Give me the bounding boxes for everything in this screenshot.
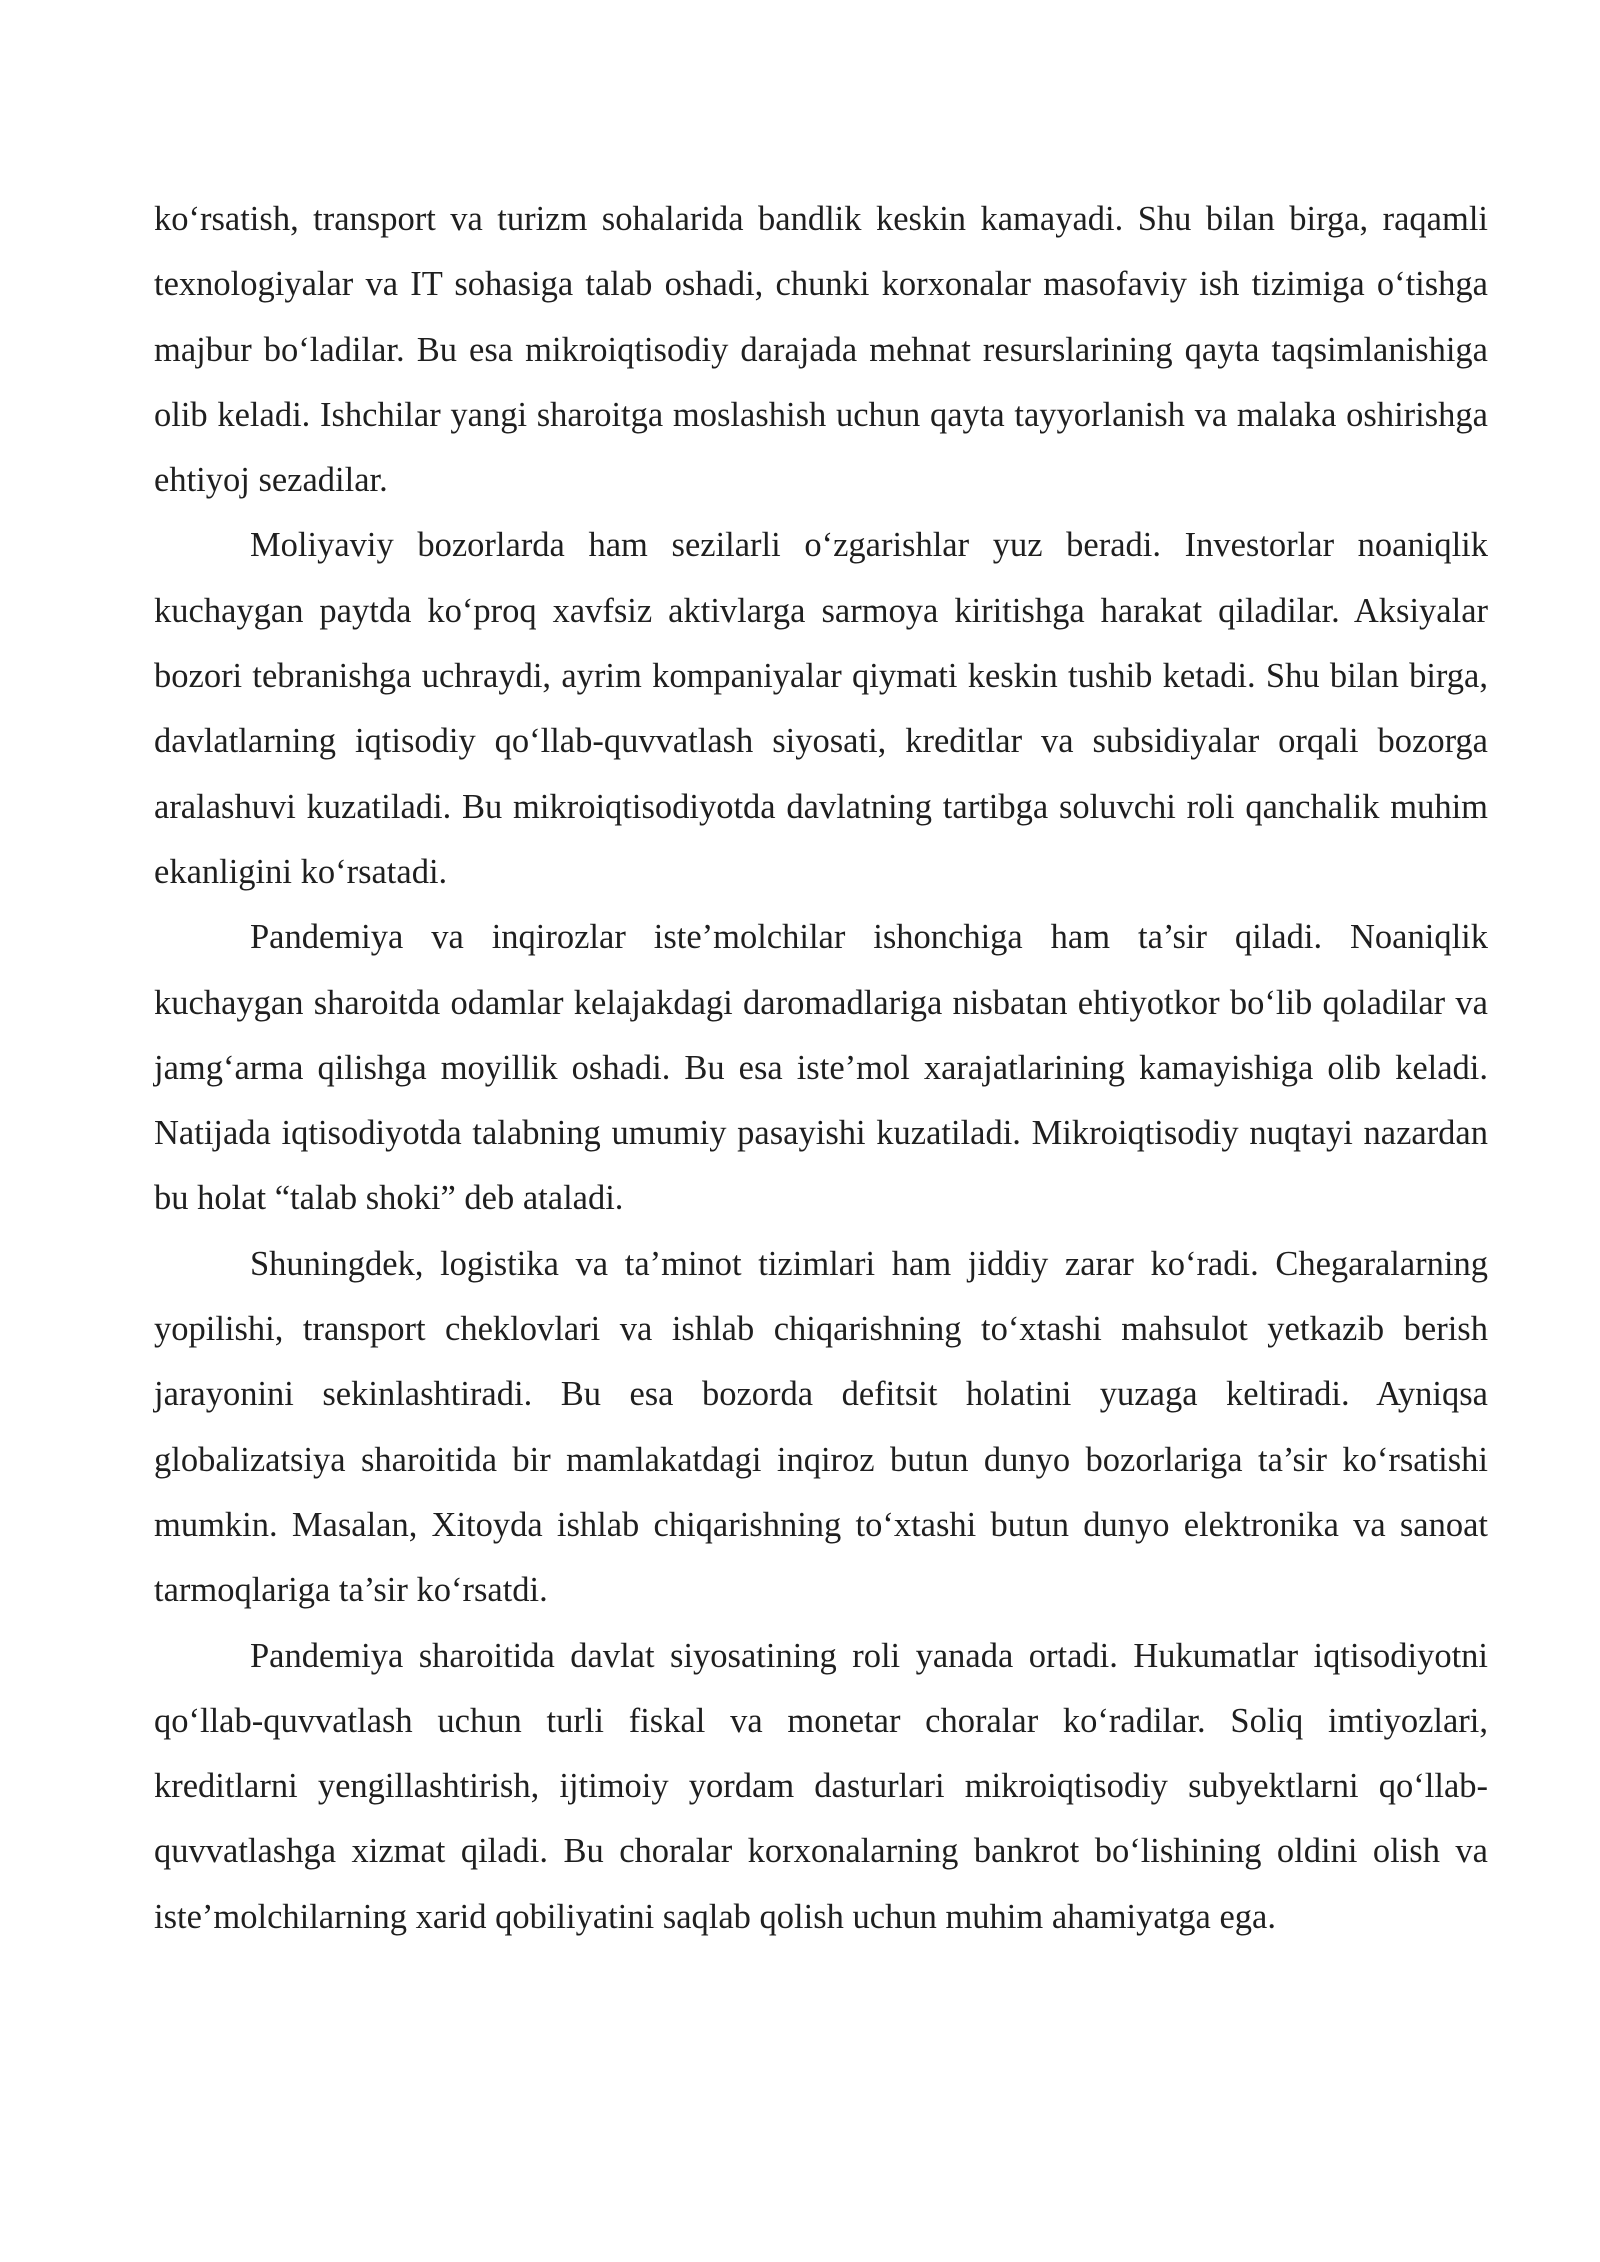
paragraph-4: Shuningdek, logistika va ta’minot tizimlari ham jiddiy zarar ko‘radi. Chegaralarning yopilishi, transport cheklovlari va ishlab chiqarishning to‘xtashi mahsulot yetkazib berish jarayonini sekinlashtiradi. Bu esa bozorda defitsit holatini yuzaga keltiradi. Ayniqsa globalizatsiya sharoitida bir mamlakatdagi inqiroz butun dunyo bozorlariga ta’sir ko‘rsatishi mumkin. Masalan, Xitoyda ishlab chiqarishning to‘xtashi butun dunyo elektronika va sanoat tarmoqlariga ta’sir ko‘rsatdi. xyxy=(154,1244,1488,1610)
paragraph-2: Moliyaviy bozorlarda ham sezilarli o‘zgarishlar yuz beradi. Investorlar noaniqlik kuchaygan paytda ko‘proq xavfsiz aktivlarga sarmoya kiritishga harakat qiladilar. Aksiyalar bozori tebranishga uchraydi, ayrim kompaniyalar qiymati keskin tushib ketadi. Shu bilan birga, davlatlarning iqtisodiy qo‘llab-quvvatlash siyosati, kreditlar va subsidiyalar orqali bozorga aralashuvi kuzatiladi. Bu mikroiqtisodiyotda davlatning tartibga soluvchi roli qanchalik muhim ekanligini ko‘rsatadi. xyxy=(154,526,1488,891)
paragraph-5: Pandemiya sharoitida davlat siyosatining roli yanada ortadi. Hukumatlar iqtisodiyotni qo‘llab-quvvatlash uchun turli fiskal va monetar choralar ko‘radilar. Soliq imtiyozlari, kreditlarni yengillashtirish, ijtimoiy yordam dasturlari mikroiqtisodiy subyektlarni qo‘llab-quvvatlashga xizmat qiladi. Bu choralar korxonalarning bankrot bo‘lishining oldini olish va iste’molchilarning xarid qobiliyatini saqlab qolish uchun muhim ahamiyatga ega. xyxy=(154,1636,1488,1936)
paragraph-3: Pandemiya va inqirozlar iste’molchilar ishonchiga ham ta’sir qiladi. Noaniqlik kuchaygan sharoitda odamlar kelajakdagi daromadlariga nisbatan ehtiyotkor bo‘lib qoladilar va jamg‘arma qilishga moyillik oshadi. Bu esa iste’mol xarajatlarining kamayishiga olib keladi. Natijada iqtisodiyotda talabning umumiy pasayishi kuzatiladi. Mikroiqtisodiy nuqtayi nazardan bu holat “talab shoki” deb ataladi. xyxy=(154,918,1488,1218)
paragraph-1: ko‘rsatish, transport va turizm sohalarida bandlik keskin kamayadi. Shu bilan birga, raqamli texnologiyalar va IT sohasiga talab oshadi, chunki korxonalar masofaviy ish tizimiga o‘tishga majbur bo‘ladilar. Bu esa mikroiqtisodiy darajada mehnat resurslarining qayta taqsimlanishiga olib keladi. Ishchilar yangi sharoitga moslashish uchun qayta tayyorlanish va malaka oshirishga ehtiyoj sezadilar. xyxy=(154,200,1488,500)
document-body xyxy=(154,187,1488,1950)
